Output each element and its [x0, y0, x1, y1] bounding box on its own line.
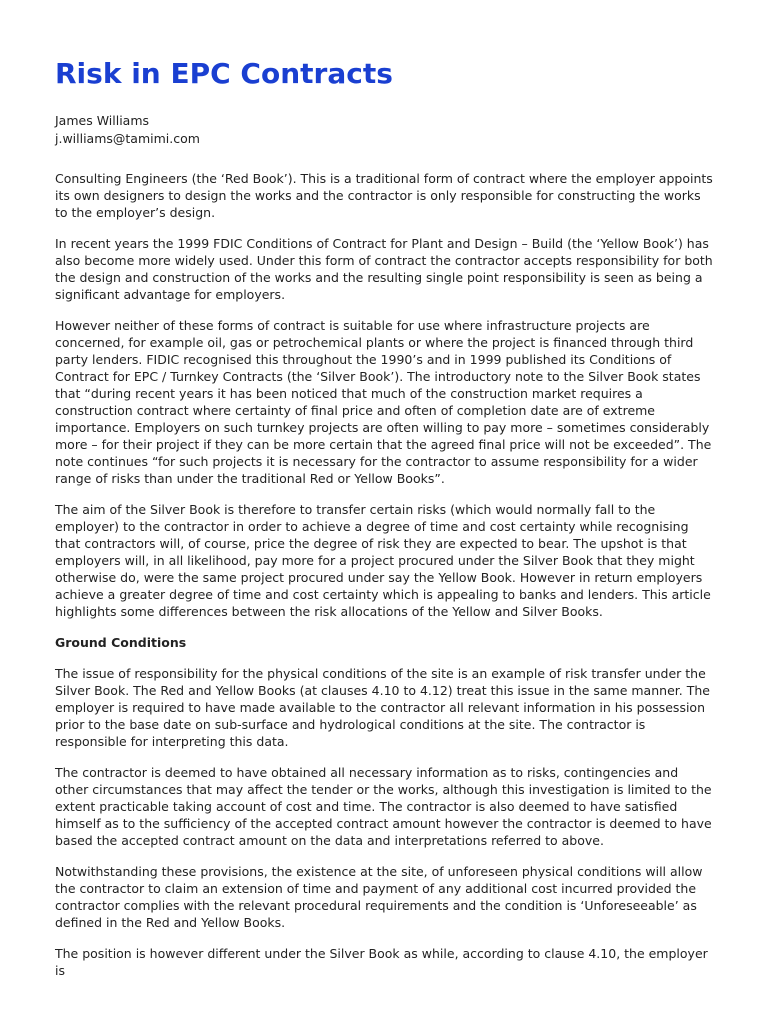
- document-title: Risk in EPC Contracts: [55, 57, 393, 90]
- paragraph: In recent years the 1999 FDIC Conditions of Contract for Plant and Design – Build (the ‘Yellow Book’) has also become more widely used. Under this form of contract the contractor accepts responsibility for both the design and construction of the works and the resulting single point responsibility is seen as being a significant advantage for employers.: [55, 236, 713, 302]
- paragraph: Notwithstanding these provisions, the existence at the site, of unforeseen physical conditions will allow the contractor to claim an extension of time and payment of any additional cost incurred provided the contractor complies with the relevant procedural requirements and the condition is ‘Unforeseeable’ as defined in the Red and Yellow Books.: [55, 864, 703, 930]
- article-body: [55, 170, 715, 993]
- section-heading: Ground Conditions: [55, 635, 187, 650]
- author-name: James Williams: [55, 113, 150, 128]
- paragraph: The position is however different under the Silver Book as while, according to clause 4.10, the employer is: [55, 946, 708, 978]
- paragraph: However neither of these forms of contract is suitable for use where infrastructure projects are concerned, for example oil, gas or petrochemical plants or where the project is financed through third party lenders. FIDIC recognised this throughout the 1990’s and in 1999 published its Conditions of Contract for EPC / Turnkey Contracts (the ‘Silver Book’). The introductory note to the Silver Book states that “during recent years it has been noticed that much of the construction market requires a construction contract where certainty of final price and often of completion date are of extreme importance. Employers on such turnkey projects are often willing to pay more – sometimes considerably more – for their project if they can be more certain that the agreed final price will not be exceeded”. The note continues “for such projects it is necessary for the contractor to assume responsibility for a wider range of risks than under the traditional Red or Yellow Books”.: [55, 318, 712, 486]
- paragraph: Consulting Engineers (the ‘Red Book’). This is a traditional form of contract where the employer appoints its own designers to design the works and the contractor is only responsible for constructing the works to the employer’s design.: [55, 171, 713, 220]
- author-email: j.williams@tamimi.com: [55, 131, 200, 146]
- author-block: [55, 112, 200, 148]
- paragraph: The contractor is deemed to have obtained all necessary information as to risks, contingencies and other circumstances that may affect the tender or the works, although this investigation is limited to the extent practicable taking account of cost and time. The contractor is also deemed to have satisfied himself as to the sufficiency of the accepted contract amount however the contractor is deemed to have based the accepted contract amount on the data and interpretations referred to above.: [55, 765, 712, 848]
- paragraph: The issue of responsibility for the physical conditions of the site is an example of risk transfer under the Silver Book. The Red and Yellow Books (at clauses 4.10 to 4.12) treat this issue in the same manner. The employer is required to have made available to the contractor all relevant information in his possession prior to the base date on sub-surface and hydrological conditions at the site. The contractor is responsible for interpreting this data.: [55, 666, 710, 749]
- paragraph: The aim of the Silver Book is therefore to transfer certain risks (which would normally fall to the employer) to the contractor in order to achieve a degree of time and cost certainty while recognising that contractors will, of course, price the degree of risk they are expected to bear. The upshot is that employers will, in all likelihood, pay more for a project procured under the Silver Book that they might otherwise do, were the same project procured under say the Yellow Book. However in return employers achieve a greater degree of time and cost certainty which is appealing to banks and lenders. This article highlights some differences between the risk allocations of the Yellow and Silver Books.: [55, 502, 711, 619]
